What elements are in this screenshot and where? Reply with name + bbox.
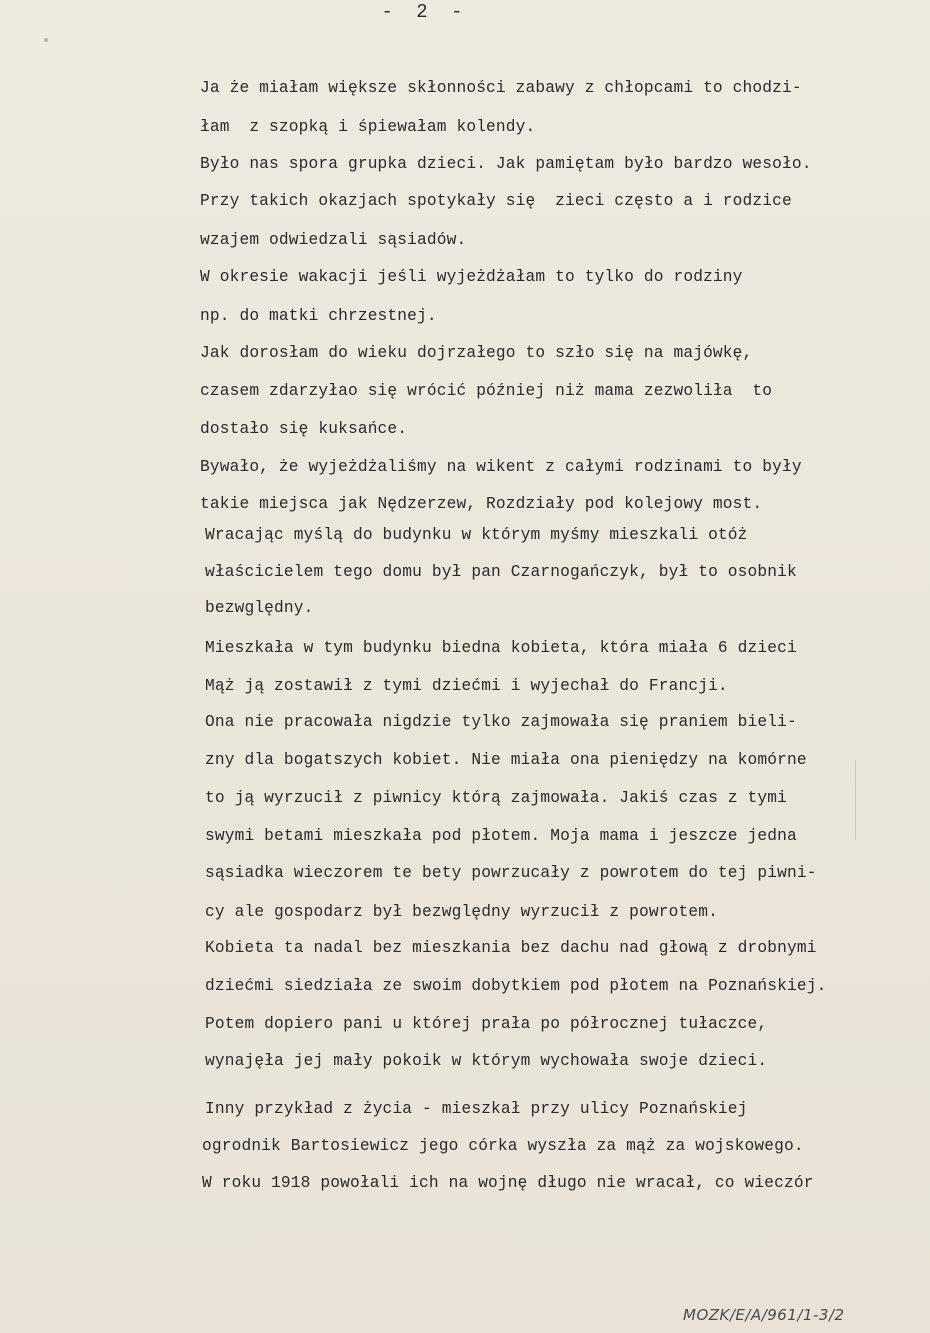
text-line: Jak dorosłam do wieku dojrzałego to szło się na majówkę, — [200, 344, 753, 362]
text-line: Wracając myślą do budynku w którym myśmy mieszkali otóż — [205, 526, 748, 544]
text-line: Mieszkała w tym budynku biedna kobieta, która miała 6 dzieci — [205, 639, 797, 657]
text-line: dostało się kuksańce. — [200, 420, 408, 438]
text-line: Bywało, że wyjeżdżaliśmy na wikent z całymi rodzinami to były — [200, 458, 802, 476]
text-line: bezwględny. — [205, 599, 314, 617]
text-line: sąsiadka wieczorem te bety powrzucały z powrotem do tej piwni- — [205, 864, 817, 882]
text-line: czasem zdarzyłao się wrócić później niż mama zezwoliła to — [200, 382, 773, 400]
page-number: - 2 - — [381, 1, 469, 23]
text-line: Mąż ją zostawił z tymi dziećmi i wyjechał do Francji. — [205, 677, 728, 695]
text-line: Przy takich okazjach spotykały się zieci często a i rodzice — [200, 192, 792, 210]
text-line: zny dla bogatszych kobiet. Nie miała ona pieniędzy na komórne — [205, 751, 807, 769]
paper-speck — [44, 38, 48, 42]
paper-crease — [855, 760, 856, 840]
text-line: W roku 1918 powołali ich na wojnę długo nie wracał, co wieczór — [202, 1174, 814, 1192]
text-line: Było nas spora grupka dzieci. Jak pamiętam było bardzo wesoło. — [200, 155, 812, 173]
text-line: łam z szopką i śpiewałam kolendy. — [200, 118, 536, 136]
text-line: takie miejsca jak Nędzerzew, Rozdziały pod kolejowy most. — [200, 495, 763, 513]
text-line: W okresie wakacji jeśli wyjeżdżałam to tylko do rodziny — [200, 268, 743, 286]
text-line: dziećmi siedziała ze swoim dobytkiem pod płotem na Poznańskiej. — [205, 977, 827, 995]
text-line: Potem dopiero pani u której prała po półrocznej tułaczce, — [205, 1015, 768, 1033]
text-line: swymi betami mieszkała pod płotem. Moja mama i jeszcze jedna — [205, 827, 797, 845]
text-line: np. do matki chrzestnej. — [200, 307, 437, 325]
text-line: wynajęła jej mały pokoik w którym wychowała swoje dzieci. — [205, 1052, 768, 1070]
text-line: Ona nie pracowała nigdzie tylko zajmowała się praniem bieli- — [205, 713, 797, 731]
text-line: Kobieta ta nadal bez mieszkania bez dachu nad głową z drobnymi — [205, 939, 817, 957]
text-line: to ją wyrzucił z piwnicy którą zajmowała. Jakiś czas z tymi — [205, 789, 787, 807]
text-line: Ja że miałam większe skłonności zabawy z chłopcami to chodzi- — [200, 79, 802, 97]
text-line: ogrodnik Bartosiewicz jego córka wyszła za mąż za wojskowego. — [202, 1137, 804, 1155]
text-line: Inny przykład z życia - mieszkał przy ulicy Poznańskiej — [205, 1100, 748, 1118]
archive-reference: MOZK/E/A/961/1-3/2 — [683, 1306, 845, 1324]
text-line: wzajem odwiedzali sąsiadów. — [200, 231, 467, 249]
text-line: właścicielem tego domu był pan Czarnogańczyk, był to osobnik — [205, 563, 797, 581]
text-line: cy ale gospodarz był bezwględny wyrzucił z powrotem. — [205, 903, 718, 921]
